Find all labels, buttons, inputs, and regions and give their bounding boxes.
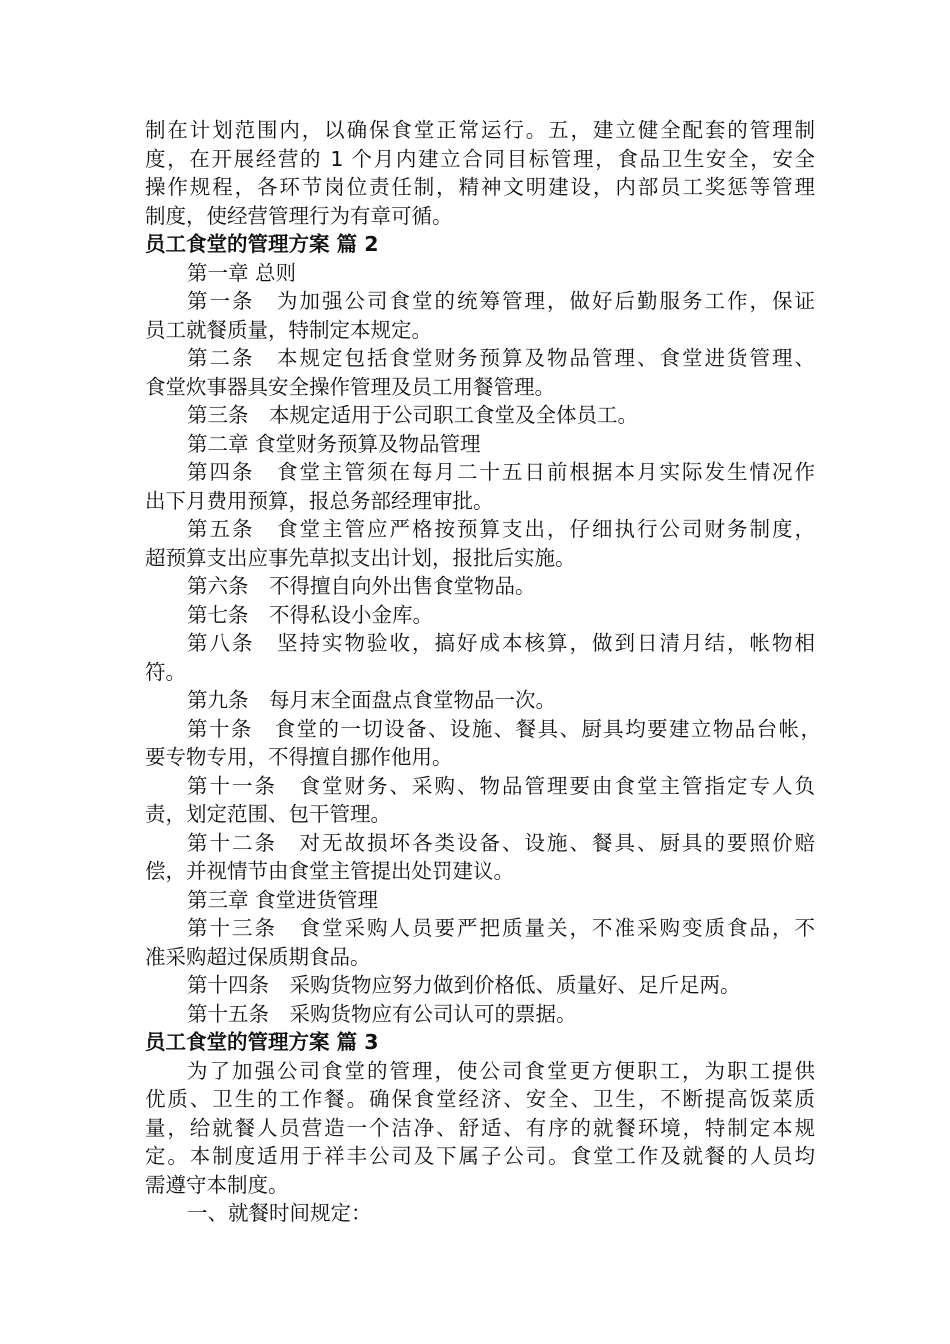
section-heading: 员工食堂的管理方案 篇 2 xyxy=(145,232,379,256)
text-line: 制度，使经营管理行为有章可循。 xyxy=(145,203,453,228)
text-line: 符。 xyxy=(145,659,186,684)
text-line: 第一条 为加强公司食堂的统筹管理，做好后勤服务工作，保证 xyxy=(187,289,815,313)
text-line: 第十三条 食堂采购人员要严把质量关，不准采购变质食品，不 xyxy=(187,916,815,940)
text-line: 度，在开展经营的 1 个月内建立合同目标管理，食品卫生安全，安全 xyxy=(145,146,815,171)
text-line: 第四条 食堂主管须在每月二十五日前根据本月实际发生情况作 xyxy=(187,460,815,484)
text-line: 第三章 食堂进货管理 xyxy=(187,887,379,912)
text-line: 第九条 每月末全面盘点食堂物品一次。 xyxy=(187,688,556,712)
text-line: 第十四条 采购货物应努力做到价格低、质量好、足斤足两。 xyxy=(187,973,741,997)
text-line: 第五条 食堂主管应严格按预算支出，仔细执行公司财务制度， xyxy=(187,517,815,541)
text-line: 制在计划范围内，以确保食堂正常运行。五，建立健全配套的管理制 xyxy=(145,118,815,142)
text-line: 第一章 总则 xyxy=(187,260,297,285)
text-line: 要专物专用，不得擅自挪作他用。 xyxy=(145,745,453,769)
text-line: 准采购超过保质期食品。 xyxy=(145,944,371,969)
text-line: 第三条 本规定适用于公司职工食堂及全体员工。 xyxy=(187,403,638,427)
text-line: 操作规程，各环节岗位责任制，精神文明建设，内部员工奖惩等管理 xyxy=(145,175,815,199)
text-line: 第二条 本规定包括食堂财务预算及物品管理、食堂进货管理、 xyxy=(187,346,815,370)
text-line: 第二章 食堂财务预算及物品管理 xyxy=(187,431,481,456)
section-heading: 员工食堂的管理方案 篇 3 xyxy=(145,1030,379,1054)
document-page xyxy=(145,116,821,1228)
text-line: 出下月费用预算，报总务部经理审批。 xyxy=(145,488,494,513)
text-line: 第十五条 采购货物应有公司认可的票据。 xyxy=(187,1001,577,1026)
text-line: 第六条 不得擅自向外出售食堂物品。 xyxy=(187,574,536,598)
text-line: 第十二条 对无故损坏各类设备、设施、餐具、厨具的要照价赔 xyxy=(187,830,815,855)
text-line: 需遵守本制度。 xyxy=(145,1172,289,1197)
text-line: 定。本制度适用于祥丰公司及下属子公司。食堂工作及就餐的人员均 xyxy=(145,1144,815,1168)
text-line: 第十一条 食堂财务、采购、物品管理要由食堂主管指定专人负 xyxy=(187,773,815,798)
text-line: 量，给就餐人员营造一个洁净、舒适、有序的就餐环境，特制定本规 xyxy=(145,1115,815,1140)
text-line: 食堂炊事器具安全操作管理及员工用餐管理。 xyxy=(145,374,555,399)
text-line: 超预算支出应事先草拟支出计划，报批后实施。 xyxy=(145,545,576,570)
text-line: 责，划定范围、包干管理。 xyxy=(145,802,391,826)
text-line: 第八条 坚持实物验收，搞好成本核算，做到日清月结，帐物相 xyxy=(187,631,815,655)
text-line: 偿，并视情节由食堂主管提出处罚建议。 xyxy=(145,859,514,883)
text-line: 员工就餐质量，特制定本规定。 xyxy=(145,317,432,342)
text-line: 优质、卫生的工作餐。确保食堂经济、安全、卫生，不断提高饭菜质 xyxy=(145,1087,815,1111)
text-line: 为了加强公司食堂的管理，使公司食堂更方便职工，为职工提供 xyxy=(187,1058,815,1083)
text-line: 一、就餐时间规定： xyxy=(187,1201,372,1225)
text-line: 第十条 食堂的一切设备、设施、餐具、厨具均要建立物品台帐， xyxy=(187,716,821,741)
text-line: 第七条 不得私设小金库。 xyxy=(187,602,433,627)
